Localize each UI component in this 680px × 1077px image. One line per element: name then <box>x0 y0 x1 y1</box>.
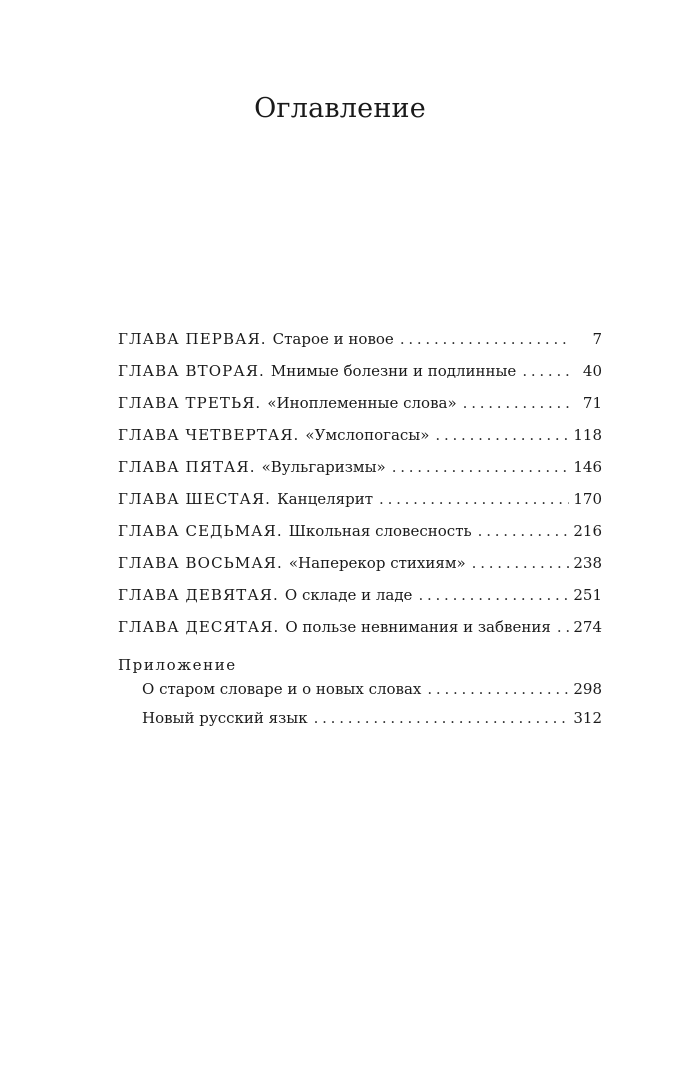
page-number: 274 <box>573 618 602 636</box>
chapter-label: ГЛАВА ВОСЬМАЯ. <box>118 554 283 572</box>
chapter-title: «Наперекор стихиям» <box>288 554 466 572</box>
toc-entry-chapter-4[interactable] <box>118 424 602 456</box>
dot-leader <box>314 707 570 729</box>
page-number: 118 <box>573 426 602 444</box>
chapter-title: Старое и новое <box>272 330 394 348</box>
chapter-label: ГЛАВА ВТОРАЯ. <box>118 362 265 380</box>
chapter-label: ГЛАВА ДЕВЯТАЯ. <box>118 586 279 604</box>
dot-leader <box>522 360 570 382</box>
page-number: 216 <box>573 522 602 540</box>
chapter-label: ГЛАВА ТРЕТЬЯ. <box>118 394 262 412</box>
dot-leader <box>463 392 570 414</box>
toc-entry-chapter-9[interactable] <box>118 584 602 616</box>
appendix-item-title: Новый русский язык <box>142 709 308 727</box>
chapter-label: ГЛАВА ПЕРВАЯ. <box>118 330 267 348</box>
chapter-title: Мнимые болезни и подлинные <box>270 362 517 380</box>
chapter-label: ГЛАВА ДЕСЯТАЯ. <box>118 618 280 636</box>
toc-entry-appendix-1[interactable] <box>118 678 602 707</box>
chapter-title: «Вульгаризмы» <box>261 458 386 476</box>
dot-leader <box>478 520 570 542</box>
toc-entry-chapter-2[interactable] <box>118 360 602 392</box>
toc-entry-chapter-3[interactable] <box>118 392 602 424</box>
dot-leader <box>418 584 569 606</box>
toc-entry-chapter-8[interactable] <box>118 552 602 584</box>
dot-leader <box>379 488 569 510</box>
toc-entry-chapter-10[interactable] <box>118 616 602 648</box>
toc-entry-appendix-2[interactable] <box>118 707 602 736</box>
chapter-title: О пользе невнимания и забвения <box>285 618 551 636</box>
chapter-label: ГЛАВА ЧЕТВЕРТАЯ. <box>118 426 300 444</box>
chapter-title: О складе и ладе <box>284 586 413 604</box>
page-number: 298 <box>573 680 602 698</box>
page-number: 238 <box>573 554 602 572</box>
dot-leader <box>392 456 570 478</box>
dot-leader <box>427 678 569 700</box>
page-number: 71 <box>582 394 602 412</box>
chapter-title: «Умслопогасы» <box>305 426 430 444</box>
appendix-item-title: О старом словаре и о новых словах <box>142 680 422 698</box>
chapter-label: ГЛАВА СЕДЬМАЯ. <box>118 522 283 540</box>
page-number: 170 <box>573 490 602 508</box>
chapter-title: Канцелярит <box>277 490 374 508</box>
page-title: Оглавление <box>254 93 426 124</box>
page-number: 312 <box>573 709 602 727</box>
chapter-title: Школьная словесность <box>288 522 472 540</box>
toc-entry-chapter-7[interactable] <box>118 520 602 552</box>
toc-entry-chapter-5[interactable] <box>118 456 602 488</box>
page-number: 146 <box>573 458 602 476</box>
page-number: 251 <box>573 586 602 604</box>
dot-leader <box>435 424 569 446</box>
dot-leader <box>400 328 570 350</box>
table-of-contents <box>118 328 602 736</box>
chapter-label: ГЛАВА ШЕСТАЯ. <box>118 490 272 508</box>
appendix-heading: Приложение <box>118 656 237 674</box>
page-number: 40 <box>582 362 602 380</box>
toc-entry-chapter-1[interactable] <box>118 328 602 360</box>
toc-entry-chapter-6[interactable] <box>118 488 602 520</box>
dot-leader <box>557 616 570 638</box>
page-number: 7 <box>592 330 602 348</box>
dot-leader <box>472 552 570 574</box>
chapter-label: ГЛАВА ПЯТАЯ. <box>118 458 256 476</box>
chapter-title: «Иноплеменные слова» <box>267 394 457 412</box>
